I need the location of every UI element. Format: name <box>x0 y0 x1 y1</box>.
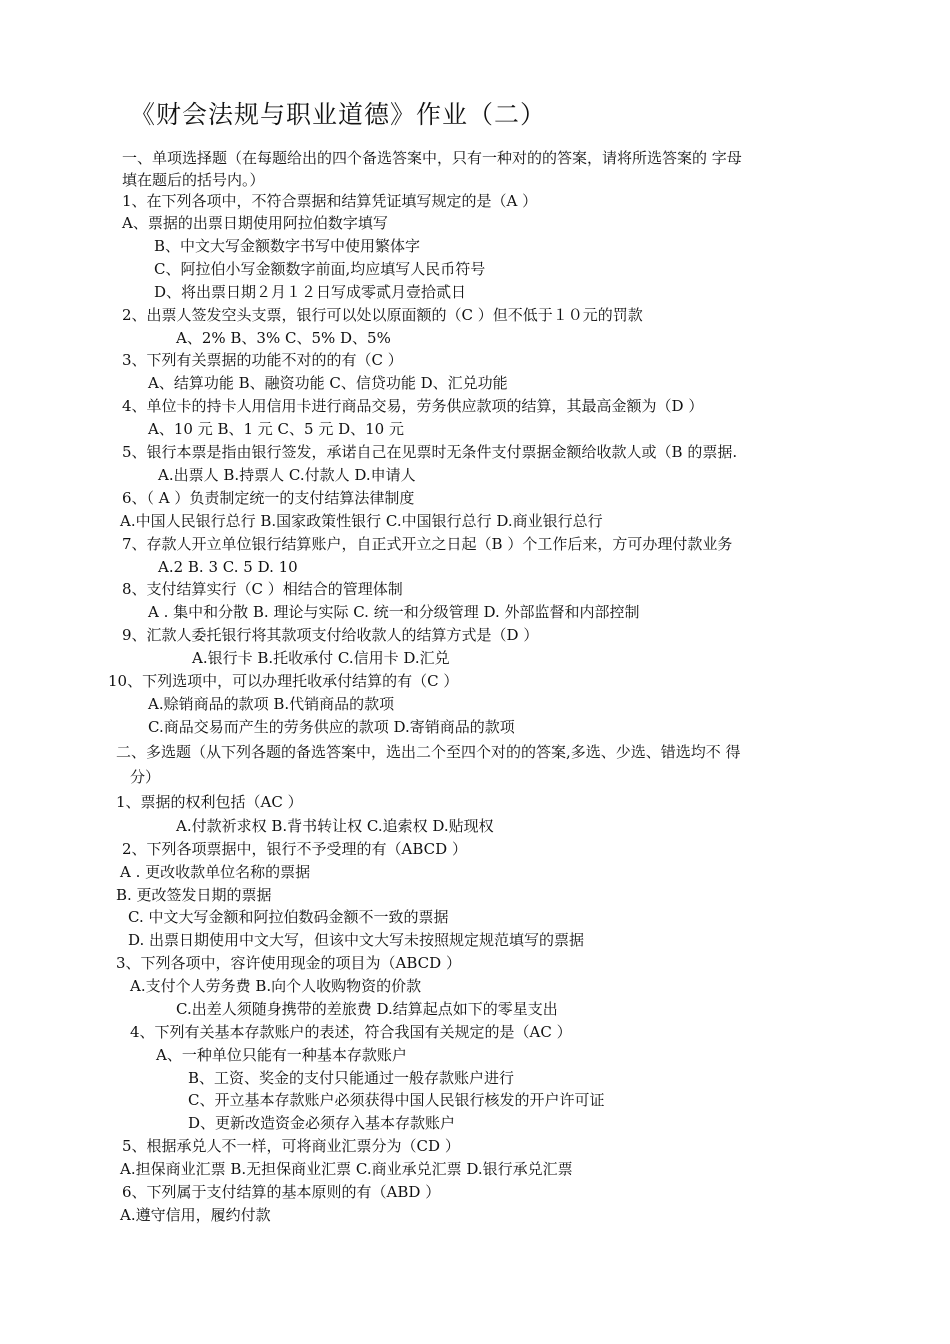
mc-q2-option-d: D. 出票日期使用中文大写，但该中文大写未按照规定规范填写的票据 <box>128 931 585 949</box>
question-10: 10、下列选项中，可以办理托收承付结算的有（C ） <box>108 672 459 690</box>
q9-options: A.银行卡 B.托收承付 C.信用卡 D.汇兑 <box>192 649 450 667</box>
question-7: 7、存款人开立单位银行结算账户，自正式开立之日起（B ）个工作后来，方可办理付款业务 <box>122 535 733 553</box>
question-3: 3、下列有关票据的功能不对的的有（C ） <box>122 351 403 369</box>
question-6: 6、（ A ）负责制定统一的支付结算法律制度 <box>122 489 415 507</box>
section-two-heading-cont: 分） <box>130 768 161 786</box>
section-one-heading-cont: 填在题后的括号内。） <box>122 171 265 189</box>
q10-options-1: A.赊销商品的款项 B.代销商品的款项 <box>148 695 395 713</box>
mc-q5-options: A.担保商业汇票 B.无担保商业汇票 C.商业承兑汇票 D.银行承兑汇票 <box>120 1160 573 1178</box>
mc-question-4: 4、下列有关基本存款账户的表述，符合我国有关规定的是（AC ） <box>130 1023 572 1041</box>
q10-options-2: C.商品交易而产生的劳务供应的款项 D.寄销商品的款项 <box>148 718 515 736</box>
question-9: 9、汇款人委托银行将其款项支付给收款人的结算方式是（D ） <box>122 626 539 644</box>
mc-q4-option-d: D、更新改造资金必须存入基本存款账户 <box>188 1114 456 1132</box>
mc-q3-options-1: A.支付个人劳务费 B.向个人收购物资的价款 <box>130 977 422 995</box>
mc-question-6: 6、下列属于支付结算的基本原则的有（ABD ） <box>122 1183 441 1201</box>
mc-question-5: 5、根据承兑人不一样，可将商业汇票分为（CD ） <box>122 1137 460 1155</box>
q4-options: A、10 元 B、1 元 C、5 元 D、10 元 <box>148 420 404 438</box>
q2-options: A、2% B、3% C、5% D、5% <box>176 329 391 347</box>
q8-options: A . 集中和分散 B. 理论与实际 C. 统一和分级管理 D. 外部监督和内部控制 <box>148 603 640 621</box>
question-5: 5、银行本票是指由银行签发，承诺自己在见票时无条件支付票据金额给收款人或（B 的票据. <box>122 443 738 461</box>
mc-q4-option-a: A、一种单位只能有一种基本存款账户 <box>156 1046 407 1064</box>
section-one-heading: 一、单项选择题（在每题给出的四个备选答案中，只有一种对的的答案，请将所选答案的 字母 <box>122 149 742 167</box>
mc-q2-option-a: A . 更改收款单位名称的票据 <box>120 863 311 881</box>
document-title: 《财会法规与职业道德》作业（二） <box>130 100 547 129</box>
question-8: 8、支付结算实行（C ）相结合的管理体制 <box>122 580 403 598</box>
mc-q2-option-c: C. 中文大写金额和阿拉伯数码金额不一致的票据 <box>128 908 449 926</box>
mc-q4-option-c: C、开立基本存款账户必须获得中国人民银行核发的开户许可证 <box>188 1091 605 1109</box>
q5-options: A.出票人 B.持票人 C.付款人 D.申请人 <box>158 466 416 484</box>
q1-option-b: B、中文大写金额数字书写中使用繁体字 <box>154 237 421 255</box>
mc-q1-options: A.付款祈求权 B.背书转让权 C.追索权 D.贴现权 <box>176 817 494 835</box>
q1-option-d: D、将出票日期２月１２日写成零贰月壹拾贰日 <box>154 283 467 301</box>
q1-option-a: A、票据的出票日期使用阿拉伯数字填写 <box>122 214 388 232</box>
mc-question-3: 3、下列各项中，容许使用现金的项目为（ABCD ） <box>116 954 461 972</box>
mc-question-2: 2、下列各项票据中，银行不予受理的有（ABCD ） <box>122 840 467 858</box>
question-1: 1、在下列各项中，不符合票据和结算凭证填写规定的是（A ） <box>122 192 538 210</box>
mc-q2-option-b: B. 更改签发日期的票据 <box>116 886 272 904</box>
mc-question-1: 1、票据的权利包括（AC ） <box>116 793 303 811</box>
q6-options: A.中国人民银行总行 B.国家政策性银行 C.中国银行总行 D.商业银行总行 <box>120 512 603 530</box>
mc-q4-option-b: B、工资、奖金的支付只能通过一般存款账户进行 <box>188 1069 515 1087</box>
mc-q6-option-a: A.遵守信用，履约付款 <box>120 1206 271 1224</box>
section-two-heading: 二、多选题（从下列各题的备选答案中，选出二个至四个对的的答案,多选、少选、错选均不 得 <box>116 743 741 761</box>
q1-option-c: C、阿拉伯小写金额数字前面,均应填写人民币符号 <box>154 260 486 278</box>
q7-options: A.2 B. 3 C. 5 D. 10 <box>158 558 298 576</box>
question-2: 2、出票人签发空头支票，银行可以处以原面额的（C ）但不低于１０元的罚款 <box>122 306 643 324</box>
q3-options: A、结算功能 B、融资功能 C、信贷功能 D、汇兑功能 <box>148 374 508 392</box>
question-4: 4、单位卡的持卡人用信用卡进行商品交易，劳务供应款项的结算，其最高金额为（D ） <box>122 397 704 415</box>
mc-q3-options-2: C.出差人须随身携带的差旅费 D.结算起点如下的零星支出 <box>176 1000 558 1018</box>
